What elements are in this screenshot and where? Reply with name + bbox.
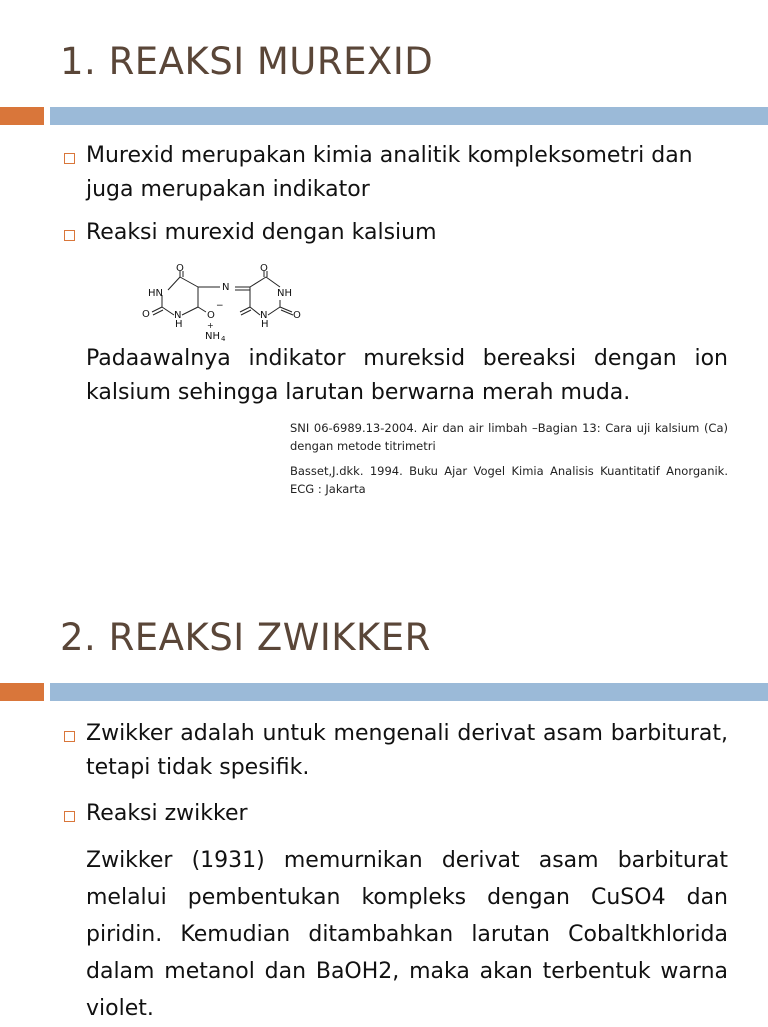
atom-label: O	[176, 263, 184, 274]
atom-label: H	[175, 319, 183, 330]
slide-title: 1. REAKSI MUREXID	[60, 40, 434, 83]
atom-label: NH	[205, 331, 220, 342]
bullet-text: Murexid merupakan kimia analitik kompleksometri dan juga merupakan indikator	[86, 143, 693, 202]
bullet-text: Reaksi zwikker	[86, 801, 248, 826]
bullet-text: Reaksi murexid dengan kalsium	[86, 220, 437, 245]
bullet-square-icon	[64, 731, 75, 742]
atom-label: N	[260, 310, 268, 321]
bullet-text: Zwikker adalah untuk mengenali derivat asam barbiturat, tetapi tidak spesifik.	[86, 721, 728, 780]
atom-label: N	[174, 310, 182, 321]
atom-label: O	[207, 310, 215, 321]
atom-label: O	[142, 309, 150, 320]
charge-label: +	[207, 321, 214, 330]
accent-bar-orange	[0, 683, 44, 701]
slide-title: 2. REAKSI ZWIKKER	[60, 616, 431, 659]
reference-item: Basset,J.dkk. 1994. Buku Ajar Vogel Kimia Analisis Kuantitatif Anorganik. ECG : Jakarta	[290, 464, 728, 496]
charge-label: −	[216, 301, 224, 311]
atom-label: HN	[148, 288, 163, 299]
references	[290, 419, 728, 505]
atom-label: O	[260, 263, 268, 274]
accent-bar-orange	[0, 107, 44, 125]
bullet-square-icon	[64, 230, 75, 241]
bullet-square-icon	[64, 811, 75, 822]
bullet-square-icon	[64, 153, 75, 164]
body-paragraph: Zwikker (1931) memurnikan derivat asam barbiturat melalui pembentukan kompleks dengan CuSO4 dan piridin. Kemudian ditambahkan larutan Cobaltkhlorida dalam metanol dan BaOH2, maka akan terbentuk warna violet.	[86, 848, 728, 1021]
atom-label: H	[261, 319, 269, 330]
atom-label: 4	[221, 335, 226, 343]
accent-bar-blue	[50, 107, 768, 125]
murexide-structure-image	[140, 262, 320, 344]
reference-item: SNI 06-6989.13-2004. Air dan air limbah –Bagian 13: Cara uji kalsium (Ca) dengan metode titrimetri	[290, 421, 728, 453]
atom-label: O	[293, 310, 301, 321]
atom-label: N	[222, 282, 230, 293]
atom-label: NH	[277, 288, 292, 299]
accent-bar-blue	[50, 683, 768, 701]
body-paragraph: Padaawalnya indikator mureksid bereaksi dengan ion kalsium sehingga larutan berwarna merah muda.	[86, 346, 728, 405]
slide-zwikker	[0, 582, 768, 1024]
